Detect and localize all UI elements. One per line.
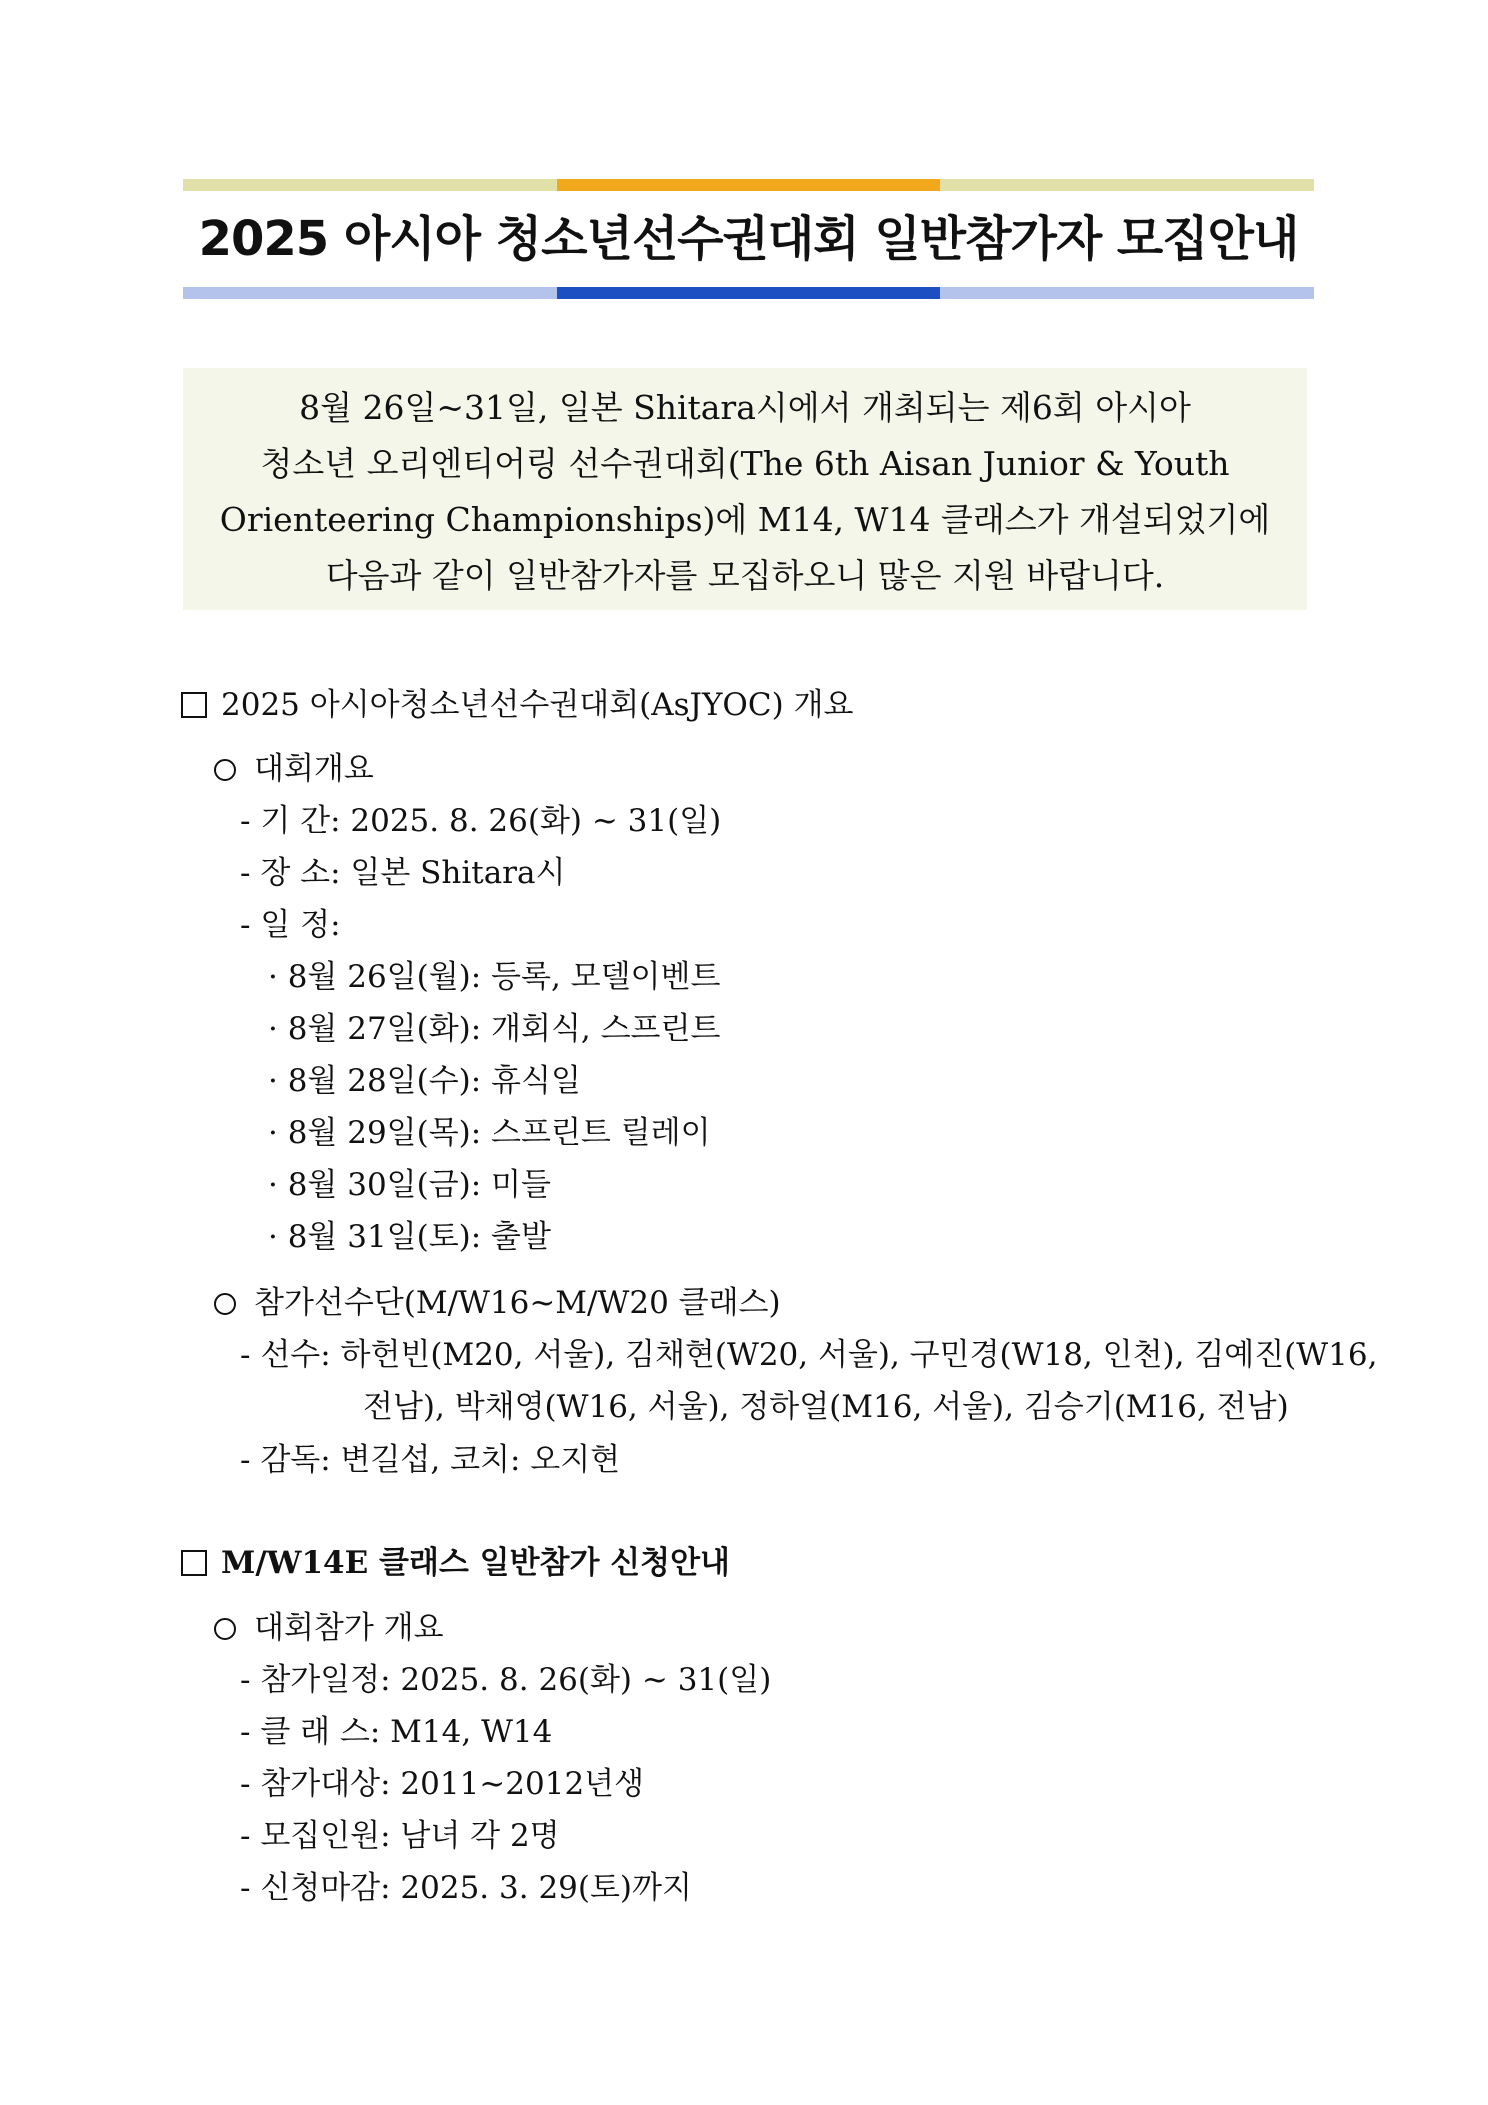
schedule-item: · 8월 30일(금): 미들 <box>268 1167 551 1203</box>
checkbox-square-icon <box>181 1550 207 1576</box>
section2-heading <box>181 1543 730 1583</box>
section2-heading-text: M/W14E 클래스 일반참가 신청안내 <box>221 1545 731 1581</box>
schedule-item: · 8월 27일(화): 개회식, 스프린트 <box>268 1011 721 1047</box>
circle-bullet-icon <box>214 759 236 781</box>
bottom-rule-left <box>183 287 557 299</box>
page-title: 2025 아시아 청소년선수권대회 일반참가자 모집안내 <box>198 211 1299 267</box>
apply-item: - 클 래 스: M14, W14 <box>240 1714 553 1750</box>
checkbox-square-icon <box>181 692 207 718</box>
section2-sub-heading <box>214 1608 444 1648</box>
schedule-item: · 8월 29일(목): 스프린트 릴레이 <box>268 1115 711 1151</box>
bottom-rule-center <box>557 287 940 299</box>
schedule-item: · 8월 28일(수): 휴식일 <box>268 1063 581 1099</box>
top-rule-left <box>183 179 557 191</box>
team-heading <box>214 1283 781 1323</box>
bottom-rule-right <box>940 287 1314 299</box>
circle-bullet-icon <box>214 1293 236 1315</box>
overview-period: - 기 간: 2025. 8. 26(화) ~ 31(일) <box>240 803 722 839</box>
team-heading-text: 참가선수단(M/W16~M/W20 클래스) <box>254 1285 781 1321</box>
team-staff: - 감독: 변길섭, 코치: 오지현 <box>240 1442 621 1478</box>
schedule-item: · 8월 26일(월): 등록, 모델이벤트 <box>268 959 721 995</box>
title-bottom-rule <box>183 287 1314 299</box>
schedule-item: · 8월 31일(토): 출발 <box>268 1219 551 1255</box>
top-rule-right <box>940 179 1314 191</box>
intro-line-4: 다음과 같이 일반참가자를 모집하오니 많은 지원 바랍니다. <box>325 556 1165 595</box>
apply-item: - 모집인원: 남녀 각 2명 <box>240 1818 560 1854</box>
overview-place: - 장 소: 일본 Shitara시 <box>240 855 566 891</box>
team-players-line-2: 전남), 박채영(W16, 서울), 정하얼(M16, 서울), 김승기(M16, 전남) <box>363 1389 1289 1425</box>
overview-schedule-label: - 일 정: <box>240 907 341 943</box>
intro-box <box>183 368 1307 610</box>
top-rule-center <box>557 179 940 191</box>
circle-bullet-icon <box>214 1618 236 1640</box>
apply-item: - 참가대상: 2011~2012년생 <box>240 1766 645 1802</box>
apply-item: - 신청마감: 2025. 3. 29(토)까지 <box>240 1870 692 1906</box>
section2-sub-heading-text: 대회참가 개요 <box>254 1610 444 1646</box>
intro-line-3: Orienteering Championships)에 M14, W14 클래스가 개설되었기에 <box>219 500 1271 539</box>
title-top-rule <box>183 179 1314 191</box>
section1-heading <box>181 685 853 725</box>
section1-heading-text: 2025 아시아청소년선수권대회(AsJYOC) 개요 <box>221 687 854 723</box>
overview-heading <box>214 749 374 789</box>
intro-line-2: 청소년 오리엔티어링 선수권대회(The 6th Aisan Junior & Youth <box>260 444 1230 483</box>
intro-line-1: 8월 26일~31일, 일본 Shitara시에서 개최되는 제6회 아시아 <box>299 388 1191 427</box>
team-players-line-1: - 선수: 하헌빈(M20, 서울), 김채현(W20, 서울), 구민경(W18, 인천), 김예진(W16, <box>240 1337 1378 1373</box>
overview-heading-text: 대회개요 <box>254 751 374 787</box>
apply-item: - 참가일정: 2025. 8. 26(화) ~ 31(일) <box>240 1662 772 1698</box>
